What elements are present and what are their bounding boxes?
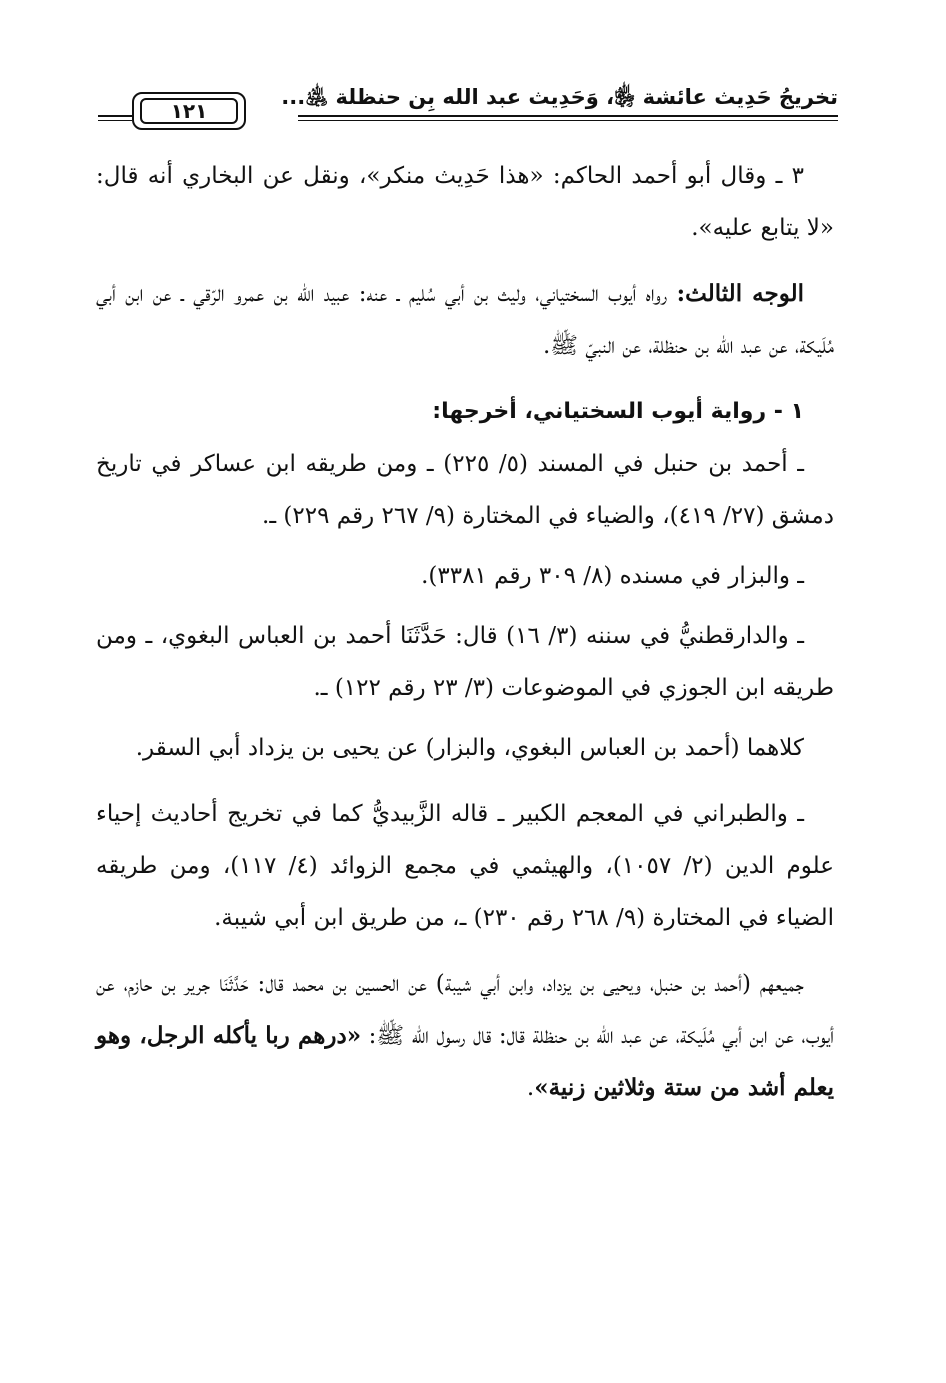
paragraph-third-aspect	[96, 268, 834, 372]
paragraph-hakim: ٣ ـ وقال أبو أحمد الحاكم: «هذا حَدِيث منكر»، ونقل عن البخاري أنه قال: «لا يتابع عليه».	[96, 163, 834, 241]
header-rule-left-thin	[98, 120, 132, 121]
header-rule-left-thick	[98, 115, 132, 117]
page-body	[96, 150, 834, 1114]
paragraph-daraqutni: ـ والدارقطنيُّ في سننه (٣/ ١٦) قال: حَدَّثَنَا أحمد بن العباس البغوي، ـ ومن طريقه ابن الجوزي في الموضوعات (٣/ ٢٣ رقم ١٢٢) ـ.	[96, 623, 834, 701]
paragraph-end: .	[526, 1075, 535, 1101]
paragraph-all-of-them	[96, 958, 834, 1114]
hadith-text: «درهم ربا يأكله الرجل، وهو يعلم أشد من ستة وثلاثين زنية»	[96, 1022, 834, 1101]
running-head: تخريجُ حَدِيث عائشة ﵂، وَحَدِيث عبد الله بِن حنظلة ﵁...	[281, 85, 838, 109]
paragraph-tabarani: ـ والطبراني في المعجم الكبير ـ قاله الزَّبيديُّ كما في تخريج أحاديث إحياء علوم الدين (٢/ ١٠٥٧)، والهيثمي في مجمع الزوائد (٤/ ١١٧)، ومن طريقه الضياء في المختارة (٩/ ٢٦٨ رقم ٢٣٠) ـ، من طريق ابن أبي شيبة.	[96, 801, 835, 931]
inline-heading: الوجه الثالث:	[676, 280, 805, 307]
paragraph-text: جميعهم (أحمد بن حنبل، ويحيى بن يزداد، وابن أبي شيبة) عن الحسين بن محمد قال: حَدَّثَنَا جرير بن حازم، عن أيوب، عن ابن أبي مُلَيكة، عن عبد الله بن حنظلة قال: قال رسول الله ﷺ:	[96, 971, 834, 1049]
paragraph-both: كلاهما (أحمد بن العباس البغوي، والبزار) عن يحيى بن يزداد أبي السقر.	[135, 735, 804, 761]
page-header	[98, 82, 838, 134]
paragraph-ahmad: ـ أحمد بن حنبل في المسند (٥/ ٢٢٥) ـ ومن طريقه ابن عساكر في تاريخ دمشق (٢٧/ ٤١٩)، والضياء في المختارة (٩/ ٢٦٧ رقم ٢٢٩) ـ.	[96, 451, 834, 529]
header-rule-thin	[298, 120, 838, 121]
paragraph-bazzar: ـ والبزار في مسنده (٨/ ٣٠٩ رقم ٣٣٨١).	[421, 563, 804, 589]
page-number-frame	[132, 92, 246, 130]
section-subheading: ١ - رواية أيوب السختياني، أخرجها:	[432, 399, 804, 424]
page-number: ١٢١	[140, 98, 238, 124]
paragraph-text: رواه أيوب السختياني، وليث بن أبي سُليم ـ عنه: عبيد الله بن عمرو الرّقي ـ عن ابن أبي مُلَيكة، عن عبد الله بن حنظلة، عن النبيّ ﷺ.	[96, 281, 834, 359]
header-rule-thick	[298, 115, 838, 117]
